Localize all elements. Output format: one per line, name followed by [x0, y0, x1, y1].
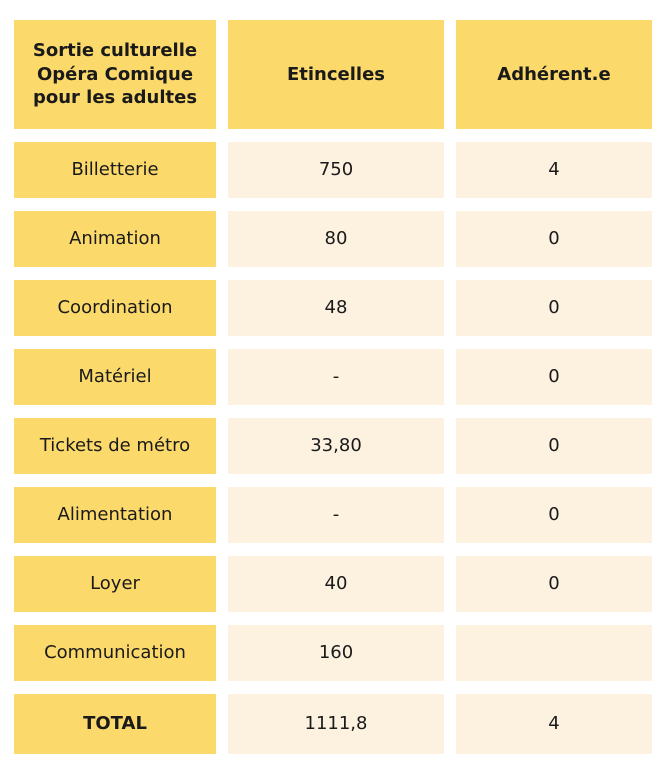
- row-label: Animation: [14, 211, 216, 267]
- adherent-value: 0: [456, 487, 652, 543]
- row-label: Coordination: [14, 280, 216, 336]
- header-activity: Sortie culturelle Opéra Comique pour les adultes: [14, 20, 216, 129]
- etincelles-value: 48: [228, 280, 444, 336]
- etincelles-value: 80: [228, 211, 444, 267]
- etincelles-value: 160: [228, 625, 444, 681]
- row-label: Communication: [14, 625, 216, 681]
- row-label: Tickets de métro: [14, 418, 216, 474]
- row-gap: [14, 474, 652, 487]
- adherent-value: 0: [456, 349, 652, 405]
- adherent-value: 0: [456, 556, 652, 612]
- etincelles-value: -: [228, 487, 444, 543]
- row-label: Billetterie: [14, 142, 216, 198]
- header-adherent: Adhérent.e: [456, 20, 652, 129]
- row-gap: [14, 336, 652, 349]
- row-gap: [14, 198, 652, 211]
- adherent-value: 0: [456, 211, 652, 267]
- row-gap: [14, 681, 652, 694]
- adherent-value: 0: [456, 418, 652, 474]
- etincelles-value: 33,80: [228, 418, 444, 474]
- adherent-value: 4: [456, 142, 652, 198]
- adherent-value: [456, 625, 652, 681]
- etincelles-value: 40: [228, 556, 444, 612]
- row-gap: [14, 612, 652, 625]
- row-gap: [14, 543, 652, 556]
- adherent-value: 0: [456, 280, 652, 336]
- row-gap: [14, 267, 652, 280]
- total-adherent-value: 4: [456, 694, 652, 754]
- total-label: TOTAL: [14, 694, 216, 754]
- etincelles-value: -: [228, 349, 444, 405]
- budget-table: [14, 20, 652, 754]
- row-label: Matériel: [14, 349, 216, 405]
- row-label: Alimentation: [14, 487, 216, 543]
- row-gap: [14, 405, 652, 418]
- row-label: Loyer: [14, 556, 216, 612]
- etincelles-value: 750: [228, 142, 444, 198]
- header-etincelles: Etincelles: [228, 20, 444, 129]
- total-etincelles-value: 1111,8: [228, 694, 444, 754]
